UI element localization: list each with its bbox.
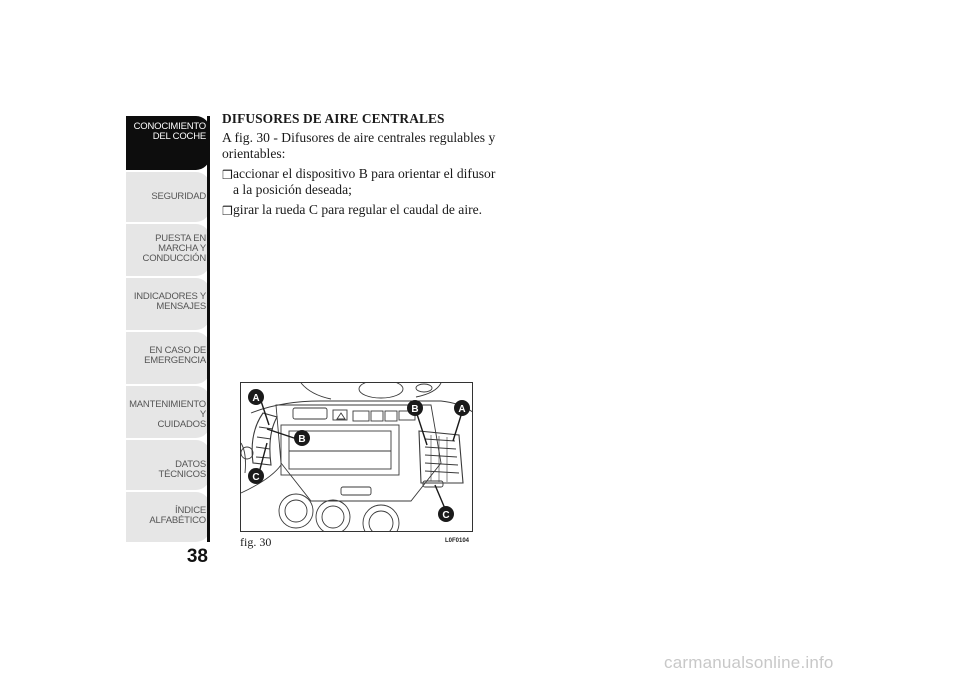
callout-b-left-icon [294,430,310,446]
svg-text:B: B [298,434,306,445]
tab-en-caso-de-emergencia[interactable]: EN CASO DE EMERGENCIA [126,332,210,384]
list-item: ❒ accionar el dispositivo B para orientar el difusor a la posición deseada; [222,166,496,197]
callout-b-right-icon [407,400,423,416]
checkbox-bullet-icon: ❒ [222,168,233,182]
tab-datos-tecnicos[interactable]: DATOS TÉCNICOS [126,440,210,490]
svg-text:C: C [252,472,260,483]
checkbox-bullet-icon: ❒ [222,204,233,218]
list-item: ❒ girar la rueda C para regular el caudal de aire. [222,202,483,218]
watermark: carmanualsonline.info [664,653,834,672]
callout-c-left-icon [248,468,264,484]
section-heading: DIFUSORES DE AIRE CENTRALES [222,111,445,126]
figure-caption: fig. 30 [240,535,272,549]
svg-text:A: A [458,404,466,415]
intro-paragraph: A fig. 30 - Difusores de aire centrales regulables y orientables: [222,130,496,161]
tab-mantenimiento-y-cuidados[interactable]: MANTENIMIENTO Y CUIDADOS [126,386,210,438]
tab-puesta-en-marcha[interactable]: PUESTA EN MARCHA Y CONDUCCIÓN [126,224,210,276]
dashboard-illustration [241,383,473,532]
tab-indice-alfabetico[interactable]: ÍNDICE ALFABÉTICO [126,492,210,542]
tab-indicadores-y-mensajes[interactable]: INDICADORES Y MENSAJES [126,278,210,330]
instruction-list [222,166,504,218]
svg-text:B: B [411,404,419,415]
callout-a-left-icon [248,389,264,405]
figure-code: L0F0104 [445,538,470,544]
callout-a-right-icon [454,400,470,416]
tab-conocimiento-del-coche[interactable]: CONOCIMIENTO DEL COCHE [126,116,210,170]
page-number: 38 [186,546,208,567]
svg-text:C: C [442,510,450,521]
content-column [222,111,504,222]
dashboard-figure [240,382,473,532]
svg-text:A: A [252,393,260,404]
tab-seguridad[interactable]: SEGURIDAD [126,172,210,222]
sidebar-spine [207,116,210,542]
callout-c-right-icon [438,506,454,522]
